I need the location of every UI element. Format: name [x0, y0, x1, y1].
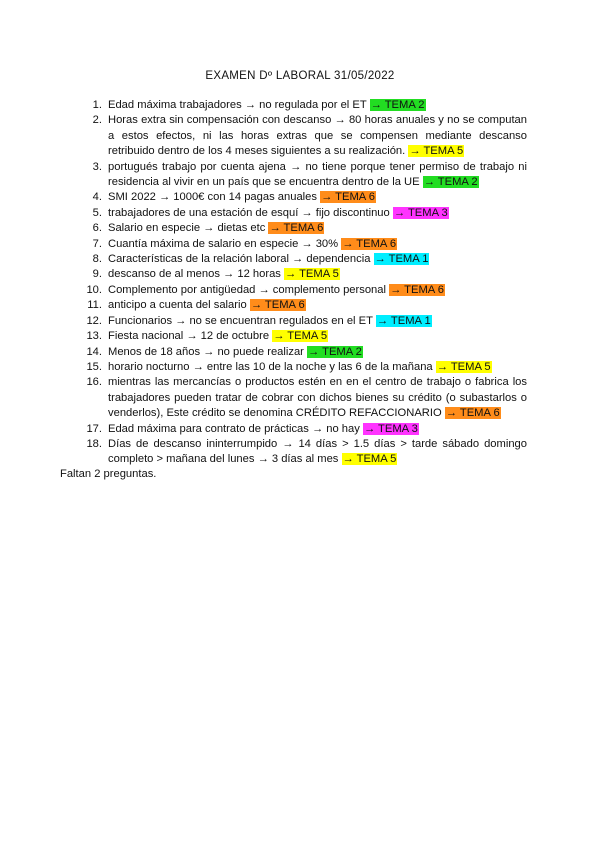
topic-tag: → TEMA 6	[390, 283, 444, 296]
item-text: anticipo a cuenta del salario	[108, 299, 250, 312]
list-item	[82, 437, 527, 468]
item-number: 7.	[92, 237, 102, 250]
topic-tag: → TEMA 6	[250, 299, 305, 312]
list-item	[82, 237, 527, 252]
item-text: portugués trabajo por cuenta ajena → no tiene porque tener permiso de trabajo ni residencia al vivir en un país que se encuentra dentro de la UE	[108, 160, 527, 189]
topic-tag: → TEMA 5	[285, 268, 339, 281]
list-item	[82, 360, 527, 375]
item-text: Menos de 18 años → no puede realizar	[108, 345, 308, 358]
item-text: trabajadores de una estación de esquí → fijo discontinuo	[108, 206, 393, 219]
item-number: 8.	[92, 253, 102, 266]
item-text: Salario en especie → dietas etc	[108, 222, 269, 235]
list-item	[82, 375, 527, 421]
list-item	[82, 160, 527, 191]
list-item	[82, 190, 527, 205]
list-item	[82, 422, 527, 437]
item-text: mientras las mercancías o productos estén en en el centro de trabajo o fabrica los trabajadores pueden tratar de cobrar con dichos bienes su crédito (o subastarlos o venderlos), Este crédito se denomina CRÉDITO REFACCIONARIO	[108, 376, 527, 420]
item-text: descanso de al menos → 12 horas	[108, 268, 284, 281]
item-text: Cuantía máxima de salario en especie → 30%	[108, 237, 342, 250]
item-text: horario nocturno → entre las 10 de la noche y las 6 de la mañana	[108, 360, 436, 373]
topic-tag: → TEMA 3	[393, 206, 448, 219]
topic-tag: → TEMA 2	[423, 176, 478, 189]
item-text: Horas extra sin compensación con descanso → 80 horas anuales y no se computan a estos efectos, ni las horas extras que se compensen mediante descanso retribuido dentro de los 4 meses siguientes a su realización.	[108, 114, 527, 158]
document-title: EXAMEN Dº LABORAL 31/05/2022	[205, 70, 395, 82]
topic-tag: → TEMA 2	[308, 345, 362, 358]
topic-tag: → TEMA 5	[342, 453, 397, 466]
item-number: 10.	[86, 283, 102, 296]
topic-tag: → TEMA 6	[342, 237, 397, 250]
item-number: 17.	[86, 422, 102, 435]
topic-tag: → TEMA 3	[363, 422, 418, 435]
item-number: 6.	[92, 222, 102, 235]
item-number: 11.	[87, 299, 102, 312]
footer-note: Faltan 2 preguntas.	[60, 468, 157, 480]
item-number: 12.	[86, 314, 102, 327]
list-item	[82, 298, 527, 313]
topic-tag: → TEMA 5	[273, 330, 328, 343]
item-number: 1.	[92, 99, 102, 111]
item-text: Características de la relación laboral → dependencia	[108, 253, 374, 266]
list-item	[82, 113, 527, 159]
item-text: Edad máxima trabajadores → no regulada por el ET	[108, 99, 370, 111]
item-number: 18.	[86, 437, 102, 450]
item-number: 16.	[86, 376, 102, 389]
topic-tag: → TEMA 1	[374, 253, 429, 266]
topic-tag: → TEMA 6	[445, 407, 500, 420]
topic-tag: → TEMA 6	[269, 222, 324, 235]
topic-tag: → TEMA 5	[436, 360, 491, 373]
list-item	[82, 221, 527, 236]
list-item	[82, 345, 527, 360]
question-list	[82, 98, 527, 468]
list-item	[82, 283, 527, 298]
list-item	[82, 314, 527, 329]
item-number: 9.	[92, 268, 102, 281]
item-text: Complemento por antigüedad → complemento personal	[108, 283, 390, 296]
list-item	[82, 206, 527, 221]
item-number: 3.	[92, 160, 102, 173]
topic-tag: → TEMA 2	[370, 99, 425, 111]
topic-tag: → TEMA 6	[321, 191, 375, 204]
item-text: Funcionarios → no se encuentran regulados en el ET	[108, 314, 376, 327]
item-number: 2.	[92, 114, 102, 127]
item-number: 13.	[86, 330, 102, 343]
item-number: 14.	[86, 345, 102, 358]
item-number: 15.	[86, 360, 102, 373]
item-number: 4.	[92, 191, 102, 204]
list-item	[82, 329, 527, 344]
topic-tag: → TEMA 1	[376, 314, 431, 327]
list-item	[82, 252, 527, 267]
item-text: SMI 2022 → 1000€ con 14 pagas anuales	[108, 191, 321, 204]
topic-tag: → TEMA 5	[409, 145, 464, 158]
item-number: 5.	[92, 206, 102, 219]
item-text: Días de descanso ininterrumpido → 14 días > 1.5 días > tarde sábado domingo completo > mañana del lunes → 3 días al mes	[108, 437, 527, 466]
item-text: Edad máxima para contrato de prácticas → no hay	[108, 422, 363, 435]
item-text: Fiesta nacional → 12 de octubre	[108, 330, 273, 343]
list-item	[82, 98, 527, 113]
list-item	[82, 267, 527, 282]
